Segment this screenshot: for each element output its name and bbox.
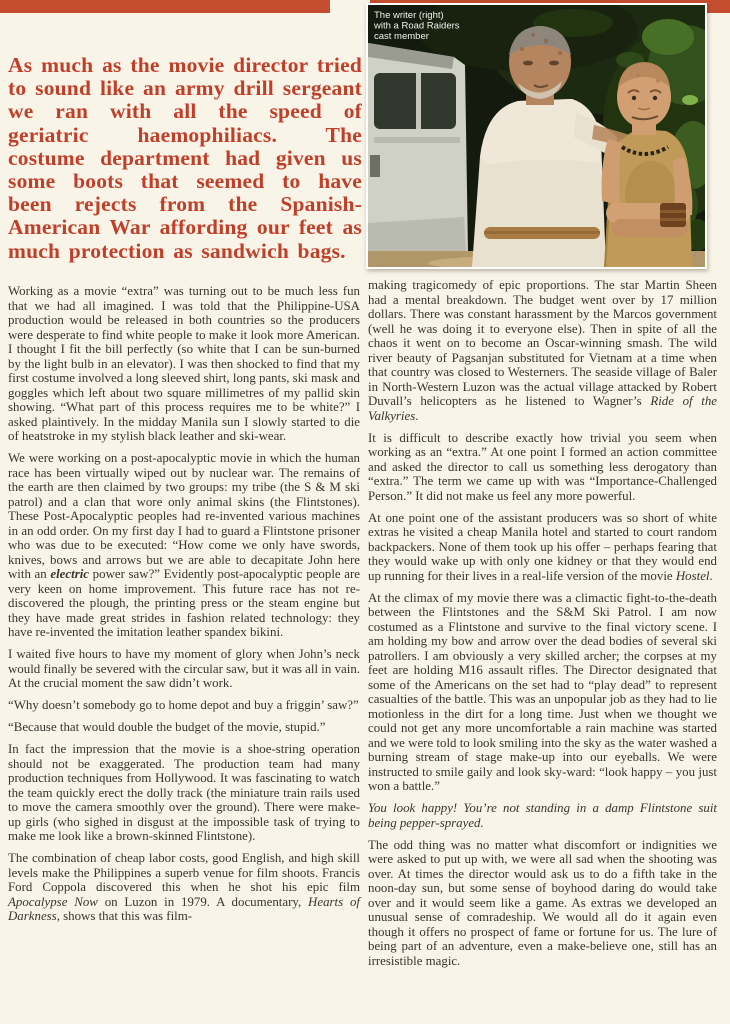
- van: [368, 43, 468, 265]
- photo-illustration: [368, 5, 705, 267]
- top-bar-gap: [330, 0, 370, 13]
- paragraph: Working as a movie “extra” was turning out to be much less fun that we had all imagined. I was told that the Philippine-USA production would be released in both countries so the producers were desperate to find white people to make it look more American. I thought I fit the bill perfectly (so white that I can be sun-burned by the light bulb in an elevator). I was then shocked to find that my first costume involved a long sleeved shirt, long pants, ski mask and goggles which left about two square millimetres of my pallid skin showing. “What part of this process requires me to be white?” I asked plaintively. In the midday Manila sun I slowly started to die of heatstroke in my stylish black leather and ski-wear.: [8, 284, 360, 443]
- photo-of-writer-and-cast-member: [366, 3, 707, 269]
- paragraph: The odd thing was no matter what discomfort or indignities we were asked to put up with, we were all sad when the shooting was over. At times the director would ask us to do a fifth take in the noon-day sun, but some sense of boyhood daring do would take over and it would seem like a game. As extras we developed an unusual sense of comradeship. We would all do it again even though it offers no prospect of fame or fortune for us. The lure of being part of an adventure, even a make-believe one, still has an irresistible magic.: [368, 837, 717, 968]
- paragraph: I waited five hours to have my moment of glory when John’s neck would finally be severed with the circular saw, but it was all in vain. At the crucial moment the saw didn’t work.: [8, 647, 360, 690]
- paragraph: In fact the impression that the movie is a shoe-string operation should not be exaggerated. The production team had many production techniques from Hollywood. It was fascinating to watch the team quickly erect the dolly track (the miniature train rails used to move the camera smoothly over the ground). There were make-up girls (who sighed in disgust at the impossible task of trying to make me look like a brown-skinned Flintstone).: [8, 742, 360, 843]
- paragraph: It is difficult to describe exactly how trivial you seem when working as an “extra.” At one point I formed an action committee and asked the director to call us something less derogatory than “extra.” The term we came up with was “Importance-Challenged Person.” It did not make us feel any more powerful.: [368, 430, 717, 503]
- left-text-column: [8, 284, 360, 924]
- paragraph: making tragicomedy of epic proportions. The star Martin Sheen had a mental breakdown. The budget went over by 17 million dollars. There was constant harassment by the Marcos government (well he was doing it to everyone else). Then in spite of all the chaos it went on to become an Oscar-winning smash. The wild river beauty of Pagsanjan substituted for Vietnam at a time when that country was closed to Westerners. The seaside village of Baler in North-Western Luzon was the actual village attacked by Robert Duvall’s helicopters as he listened to Wagner’s Ride of the Valkyries.: [368, 278, 717, 423]
- paragraph: We were working on a post-apocalyptic movie in which the human race has been virtually wiped out by nuclear war. The remains of the earth are then claimed by two groups: my tribe (the S & M ski patrol) and a clan that wore only animal skins (the Flintstones). These Post-Apocalyptic peoples had re-invented various machines in an odd order. On my first day I had to guard a Flintstone prisoner who was due to be executed: “How come we only have swords, knives, bows and arrows but we are able to decapitate John here with an electric power saw?” Evidently post-apocalyptic people are very keen on home improvement. This future race has not re-discovered the plough, the printing press or the steam engine but they have made great strides in fashion related technology: they have re-invented the imitation leather spandex bikini.: [8, 451, 361, 639]
- right-text-column: [368, 278, 717, 968]
- paragraph: At one point one of the assistant producers was so short of white extras he visited a cheap Manila hotel and started to court random backpackers. None of them took up his offer – perhaps fearing that they would wake up with only one kidney or that they would end up running for their lives in a real-life version of the movie Hostel.: [368, 510, 717, 583]
- lead-paragraph: As much as the movie director tried to sound like an army drill sergeant we ran with all the speed of geriatric haemophiliacs. The costume department had given us some boots that seemed to have been rejects from the Spanish-American War affording our feet as much protection as sandwich bags.: [8, 53, 362, 263]
- photo-caption-line: The writer (right): [374, 10, 444, 21]
- photo-caption-line: with a Road Raiders: [374, 20, 460, 32]
- paragraph: The combination of cheap labor costs, good English, and high skill levels make the Philippines a superb venue for film shoots. Francis Ford Coppola discovered this when he shot his epic film Apocalypse Now on Luzon in 1979. A documentary, Hearts of Darkness, shows that this was film-: [8, 851, 360, 923]
- photo-caption-line: cast member: [374, 31, 429, 42]
- paragraph: “Why doesn’t somebody go to home depot and buy a friggin’ saw?”: [8, 698, 359, 712]
- paragraph: You look happy! You’re not standing in a damp Flintstone suit being pepper-sprayed.: [368, 801, 717, 830]
- paragraph: At the climax of my movie there was a climactic fight-to-the-death between the Flintstones and the S&M Ski Patrol. I am now costumed as a Flintstone and survive to the final victory scene. I am holding my bow and arrow over the dead bodies of several ski patrollers. I am obviously a very skilled archer; the corpses at my feet are holding M16 assault rifles. The Director designated that some of the Americans on the set had to “play dead” to represent casualties of the battle. This was an unpopular job as they had to lie motionless in the dirt for a long time. Just when we thought we could not get any more uncomfortable a rain machine was started and we were told to look smiling into the sky as the water washed a burning stream of stage make-up into our eyeballs. We were instructed to smile gaily and look sky-ward: “look happy – you just won a battle.”: [368, 590, 717, 793]
- paragraph: “Because that would double the budget of the movie, stupid.”: [8, 720, 326, 734]
